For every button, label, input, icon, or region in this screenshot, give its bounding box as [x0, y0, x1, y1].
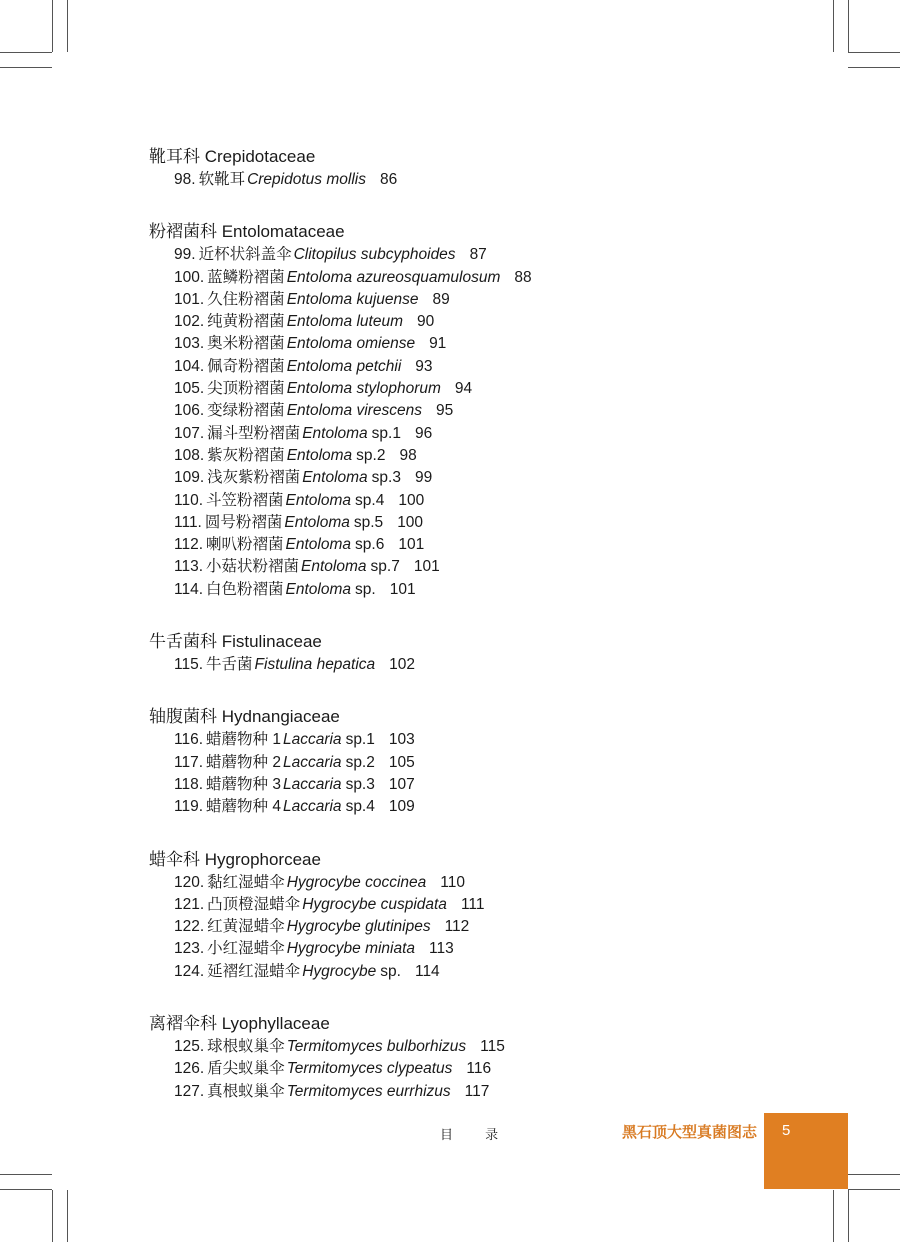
- entry-scientific-name: Entoloma: [285, 580, 352, 598]
- table-of-contents: [149, 145, 829, 1103]
- entry-list: [149, 872, 829, 983]
- entry-page-number: 107: [388, 775, 415, 793]
- entry-page-number: 114: [414, 962, 440, 980]
- entry-chinese-name: 近杯状斜盖伞: [198, 246, 292, 264]
- toc-entry[interactable]: [174, 311, 829, 333]
- entry-chinese-name: 白色粉褶菌: [206, 580, 284, 598]
- entry-number: 106.: [174, 402, 205, 420]
- entry-species-suffix: sp.: [380, 962, 401, 980]
- toc-entry[interactable]: [174, 244, 829, 266]
- family-title: 轴腹菌科 Hydnangiaceae: [149, 707, 340, 727]
- entry-list: [149, 1036, 829, 1103]
- family-section: [149, 848, 829, 983]
- family-gap: [149, 983, 829, 1012]
- entry-number: 126.: [174, 1060, 205, 1078]
- entry-chinese-name: 真根蚁巢伞: [207, 1082, 285, 1100]
- entry-number: 101.: [174, 290, 205, 308]
- entry-species-suffix: sp.1: [345, 731, 375, 749]
- family-section: [149, 1012, 829, 1103]
- entry-number: 117.: [174, 753, 204, 771]
- entry-chinese-name: 尖顶粉褶菌: [207, 380, 285, 398]
- entry-page-number: 86: [379, 171, 398, 188]
- entry-page-number: 101: [398, 536, 425, 554]
- entry-chinese-name: 浅灰紫粉褶菌: [207, 469, 301, 487]
- entry-scientific-name: Entoloma: [286, 446, 353, 464]
- entry-scientific-name: Entoloma virescens: [286, 402, 422, 420]
- entry-chinese-name: 斗笠粉褶菌: [206, 491, 284, 509]
- entry-species-suffix: sp.7: [370, 558, 400, 576]
- entry-number: 114.: [174, 580, 204, 598]
- entry-chinese-name: 蓝鳞粉褶菌: [207, 268, 285, 286]
- family-section: [149, 705, 829, 818]
- entry-chinese-name: 久住粉褶菌: [207, 290, 285, 308]
- entry-scientific-name: Fistulina hepatica: [254, 656, 376, 674]
- toc-entry[interactable]: [174, 512, 829, 534]
- entry-number: 108.: [174, 446, 205, 464]
- toc-entry[interactable]: [174, 961, 829, 983]
- toc-entry[interactable]: [174, 752, 829, 774]
- entry-scientific-name: Hygrocybe glutinipes: [286, 918, 431, 936]
- entry-scientific-name: Clitopilus subcyphoides: [293, 246, 456, 264]
- entry-number: 125.: [174, 1038, 205, 1056]
- entry-list: [149, 169, 829, 191]
- entry-chinese-name: 软靴耳: [198, 171, 246, 188]
- section-label: 目 录: [440, 1128, 513, 1143]
- entry-chinese-name: 小红湿蜡伞: [207, 940, 285, 958]
- toc-entry[interactable]: [174, 356, 829, 378]
- entry-scientific-name: Hygrocybe coccinea: [286, 873, 427, 891]
- entry-scientific-name: Entoloma stylophorum: [286, 380, 441, 398]
- entry-page-number: 91: [429, 335, 447, 353]
- toc-entry[interactable]: [174, 1036, 829, 1058]
- toc-entry[interactable]: [174, 490, 829, 512]
- toc-entry[interactable]: [174, 796, 829, 818]
- entry-page-number: 112: [444, 918, 470, 936]
- entry-number: 100.: [174, 268, 205, 286]
- family-gap: [149, 819, 829, 848]
- entry-scientific-name: Laccaria: [282, 753, 342, 771]
- entry-number: 103.: [174, 335, 205, 353]
- family-section: [149, 630, 829, 676]
- entry-number: 112.: [174, 536, 204, 554]
- entry-number: 110.: [174, 491, 204, 509]
- entry-scientific-name: Laccaria: [282, 775, 342, 793]
- entry-list: [149, 244, 829, 601]
- entry-chinese-name: 变绿粉褶菌: [207, 402, 285, 420]
- entry-chinese-name: 牛舌菌: [206, 656, 253, 674]
- toc-entry[interactable]: [174, 333, 829, 355]
- entry-scientific-name: Entoloma omiense: [286, 335, 416, 353]
- entry-page-number: 98: [399, 446, 417, 464]
- entry-species-suffix: sp.: [355, 580, 376, 598]
- entry-chinese-name: 蜡蘑物种 4: [206, 798, 281, 816]
- entry-number: 99.: [174, 246, 196, 264]
- toc-entry[interactable]: [174, 729, 829, 751]
- entry-page-number: 94: [454, 380, 473, 398]
- book-title: 黑石顶大型真菌图志: [622, 1123, 758, 1141]
- entry-page-number: 87: [469, 246, 487, 264]
- entry-page-number: 101: [413, 558, 440, 576]
- entry-page-number: 110: [440, 873, 465, 891]
- toc-entry[interactable]: [174, 534, 829, 556]
- entry-page-number: 89: [432, 290, 450, 308]
- entry-species-suffix: sp.4: [345, 798, 375, 816]
- entry-number: 122.: [174, 918, 205, 936]
- entry-chinese-name: 纯黄粉褶菌: [207, 313, 285, 331]
- entry-chinese-name: 喇叭粉褶菌: [206, 536, 284, 554]
- entry-chinese-name: 延褶红湿蜡伞: [207, 962, 301, 980]
- entry-page-number: 90: [417, 313, 435, 331]
- entry-number: 104.: [174, 357, 205, 375]
- toc-entry[interactable]: [174, 872, 829, 894]
- entry-chinese-name: 凸顶橙湿蜡伞: [207, 895, 301, 913]
- entry-chinese-name: 圆号粉褶菌: [204, 513, 283, 531]
- entry-page-number: 93: [415, 357, 433, 375]
- toc-entry[interactable]: [174, 894, 829, 916]
- entry-scientific-name: Hygrocybe miniata: [286, 940, 416, 958]
- entry-chinese-name: 蜡蘑物种 3: [206, 775, 281, 793]
- entry-page-number: 113: [429, 940, 454, 958]
- family-gap: [149, 676, 829, 705]
- entry-number: 124.: [174, 962, 205, 980]
- entry-chinese-name: 蜡蘑物种 1: [206, 731, 281, 749]
- entry-scientific-name: Entoloma: [285, 536, 352, 554]
- entry-page-number: 95: [435, 402, 454, 420]
- toc-entry[interactable]: [174, 378, 829, 400]
- entry-chinese-name: 蜡蘑物种 2: [206, 753, 281, 771]
- toc-entry[interactable]: [174, 938, 829, 960]
- entry-scientific-name: Entoloma: [302, 424, 368, 442]
- entry-page-number: 115: [480, 1038, 505, 1056]
- entry-scientific-name: Entoloma: [284, 513, 350, 531]
- entry-chinese-name: 小菇状粉褶菌: [206, 558, 300, 576]
- toc-entry[interactable]: [174, 169, 829, 191]
- entry-number: 111.: [174, 513, 202, 531]
- toc-entry[interactable]: [174, 467, 829, 489]
- entry-scientific-name: Entoloma petchii: [286, 357, 402, 375]
- entry-chinese-name: 黏红湿蜡伞: [207, 873, 285, 891]
- entry-number: 123.: [174, 940, 205, 958]
- entry-species-suffix: sp.6: [355, 536, 385, 554]
- entry-chinese-name: 红黄湿蜡伞: [207, 918, 285, 936]
- entry-scientific-name: Hygrocybe cuspidata: [302, 895, 447, 913]
- toc-entry[interactable]: [174, 556, 829, 578]
- entry-species-suffix: sp.2: [356, 446, 386, 464]
- family-title: 靴耳科 Crepidotaceae: [149, 147, 316, 166]
- entry-page-number: 105: [388, 753, 415, 771]
- entry-species-suffix: sp.1: [371, 424, 401, 442]
- entry-scientific-name: Hygrocybe: [302, 962, 377, 980]
- page-number-box: [764, 1113, 848, 1189]
- entry-scientific-name: Termitomyces eurrhizus: [286, 1082, 451, 1100]
- family-section: [149, 220, 829, 601]
- toc-entry[interactable]: [174, 423, 829, 445]
- toc-entry[interactable]: [174, 267, 829, 289]
- entry-page-number: 111: [460, 895, 485, 913]
- entry-page-number: 103: [388, 731, 415, 749]
- entry-scientific-name: Entoloma azureosquamulosum: [286, 268, 501, 286]
- entry-chinese-name: 奥米粉褶菌: [207, 335, 285, 353]
- family-title: 粉褶菌科 Entolomataceae: [149, 222, 345, 242]
- entry-number: 119.: [174, 798, 204, 816]
- entry-species-suffix: sp.2: [345, 753, 375, 771]
- entry-list: [149, 729, 829, 818]
- toc-entry[interactable]: [174, 654, 829, 676]
- entry-scientific-name: Crepidotus mollis: [247, 171, 366, 188]
- entry-scientific-name: Termitomyces bulborhizus: [286, 1038, 467, 1056]
- entry-page-number: 109: [388, 798, 415, 816]
- toc-entry[interactable]: [174, 579, 829, 601]
- entry-number: 115.: [174, 656, 204, 674]
- toc-entry[interactable]: [174, 400, 829, 422]
- toc-entry[interactable]: [174, 1081, 829, 1103]
- entry-number: 116.: [174, 731, 204, 749]
- entry-number: 113.: [174, 558, 204, 576]
- toc-entry[interactable]: [174, 1058, 829, 1080]
- entry-chinese-name: 球根蚁巢伞: [207, 1038, 285, 1056]
- entry-scientific-name: Entoloma kujuense: [286, 290, 419, 308]
- entry-scientific-name: Entoloma: [301, 558, 367, 576]
- entry-page-number: 99: [414, 469, 433, 487]
- entry-list: [149, 654, 829, 676]
- entry-page-number: 88: [514, 268, 532, 286]
- entry-scientific-name: Termitomyces clypeatus: [286, 1060, 453, 1078]
- entry-chinese-name: 紫灰粉褶菌: [207, 446, 285, 464]
- family-title: 牛舌菌科 Fistulinaceae: [149, 632, 322, 652]
- entry-number: 109.: [174, 469, 205, 487]
- entry-chinese-name: 漏斗型粉褶菌: [207, 424, 301, 442]
- entry-species-suffix: sp.5: [353, 513, 384, 531]
- entry-scientific-name: Entoloma luteum: [286, 313, 403, 331]
- entry-number: 107.: [174, 424, 205, 442]
- toc-entry[interactable]: [174, 916, 829, 938]
- entry-number: 98.: [174, 171, 196, 188]
- entry-scientific-name: Entoloma: [302, 469, 368, 487]
- entry-page-number: 102: [389, 656, 416, 674]
- entry-chinese-name: 佩奇粉褶菌: [207, 357, 285, 375]
- entry-number: 102.: [174, 313, 205, 331]
- entry-species-suffix: sp.3: [345, 775, 375, 793]
- family-section: [149, 145, 829, 191]
- entry-scientific-name: Entoloma: [285, 491, 352, 509]
- entry-number: 105.: [174, 380, 205, 398]
- entry-page-number: 96: [414, 424, 433, 442]
- entry-page-number: 116: [466, 1060, 492, 1078]
- entry-scientific-name: Laccaria: [282, 798, 342, 816]
- family-gap: [149, 601, 829, 630]
- family-title: 蜡伞科 Hygrophorceae: [149, 849, 321, 869]
- family-gap: [149, 191, 829, 220]
- entry-page-number: 101: [389, 580, 416, 598]
- entry-page-number: 100: [398, 491, 425, 509]
- entry-number: 118.: [174, 775, 204, 793]
- entry-number: 120.: [174, 873, 205, 891]
- entry-chinese-name: 盾尖蚁巢伞: [207, 1060, 285, 1078]
- toc-entry[interactable]: [174, 774, 829, 796]
- entry-page-number: 100: [397, 513, 424, 531]
- toc-entry[interactable]: [174, 445, 829, 467]
- entry-number: 127.: [174, 1082, 205, 1100]
- entry-species-suffix: sp.4: [355, 491, 385, 509]
- entry-number: 121.: [174, 895, 205, 913]
- entry-scientific-name: Laccaria: [282, 731, 342, 749]
- page-number: 5: [782, 1122, 791, 1139]
- toc-entry[interactable]: [174, 289, 829, 311]
- entry-species-suffix: sp.3: [371, 469, 401, 487]
- family-title: 离褶伞科 Lyophyllaceae: [149, 1014, 330, 1034]
- entry-page-number: 117: [464, 1082, 490, 1100]
